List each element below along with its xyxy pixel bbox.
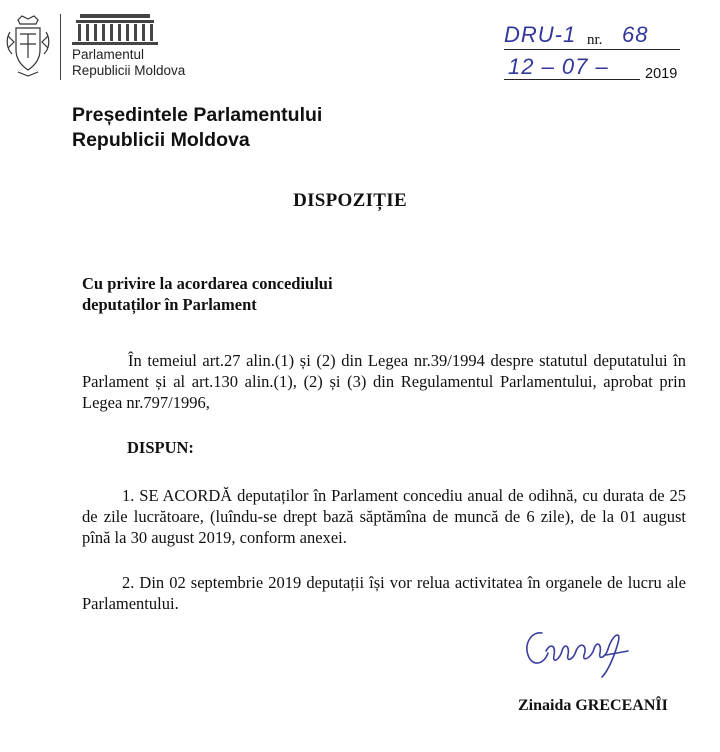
preamble-paragraph (82, 350, 686, 413)
preamble-text: În temeiul art.27 alin.(1) și (2) din Legea nr.39/1994 despre statutul deputatului în Parlament și al art.130 alin.(1), (2) și (3) din Regulamentul Parlamentului, aprobat prin Legea nr.797/1996, (82, 351, 686, 412)
dispun-heading: DISPUN: (127, 438, 194, 457)
item-1-paragraph (82, 485, 686, 548)
registration-code: DRU-1 (504, 22, 577, 47)
item-2-paragraph (82, 572, 686, 614)
registration-nr-label: nr. (587, 32, 603, 48)
registration-year: 2019 (645, 66, 678, 82)
header-divider (60, 14, 61, 80)
org-line-2: Republicii Moldova (72, 63, 186, 78)
registration-underline (504, 49, 680, 50)
parliament-building-icon (72, 12, 158, 46)
org-line-1: Parlamentul (72, 47, 145, 62)
registration-number: 68 (622, 22, 649, 47)
document-subject (82, 273, 333, 315)
coat-of-arms-icon (4, 14, 52, 80)
subject-line-1: Cu privire la acordarea concediului (82, 274, 333, 293)
date-underline (504, 79, 640, 80)
signer-name: Zinaida GRECEANÎI (518, 697, 668, 714)
registration-date: 12 – 07 – (508, 54, 609, 79)
document-author (72, 103, 322, 153)
author-line-2: Republicii Moldova (72, 129, 250, 151)
organization-name (72, 47, 185, 79)
subject-line-2: deputaților în Parlament (82, 295, 257, 314)
item-1-text: 1. SE ACORDĂ deputaților în Parlament concediu anual de odihnă, cu durata de 25 de zile lucrătoare, (luîndu-se drept bază săptămîna de muncă de 6 zile), de la 01 august pînă la 30 august 2019, conform anexei. (82, 486, 686, 547)
handwritten-signature (510, 615, 640, 681)
document-title: DISPOZIȚIE (293, 190, 407, 211)
item-2-text: 2. Din 02 septembrie 2019 deputații își vor relua activitatea în organele de lucru ale Parlamentului. (82, 573, 686, 613)
author-line-1: Președintele Parlamentului (72, 104, 323, 126)
